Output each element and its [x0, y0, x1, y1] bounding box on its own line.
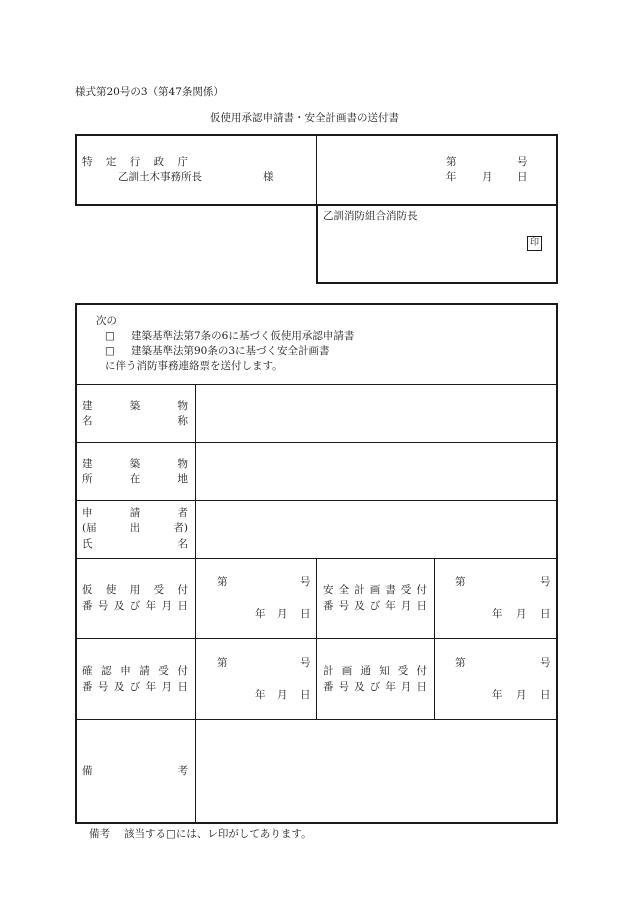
intro-option-1: 建築基準法第7条の6に基づく仮使用承認申請書: [131, 330, 355, 342]
safety-plan-label-2: 番 号 及 び 年 月 日: [323, 600, 427, 612]
addressee-honorific: 様: [263, 171, 274, 183]
plan-notice-nen: 年: [492, 689, 503, 701]
footer-note-label: 備考: [89, 828, 110, 840]
row-line-2: [75, 442, 558, 443]
applicant-label-1: 申 請 者: [82, 507, 188, 519]
footer-note-text: 該当する□には、レ印がしてあります。: [124, 828, 312, 840]
row-line-3: [75, 500, 558, 501]
confirmation-label-1: 確 認 申 請 受 付: [82, 665, 188, 677]
confirmation-nen: 年: [255, 689, 266, 701]
plan-notice-label-2: 番 号 及 び 年 月 日: [323, 681, 427, 693]
safety-plan-label-1: 安 全 計 画 書 受 付: [323, 584, 427, 596]
plan-notice-hi: 日: [540, 689, 551, 701]
mid-divider-a: [316, 558, 317, 719]
provisional-use-label-2: 番 号 及 び 年 月 日: [82, 600, 188, 612]
plan-notice-tsuki: 月: [516, 689, 527, 701]
applicant-label-2: (届 出 者): [82, 522, 188, 534]
provisional-use-hi: 日: [300, 608, 311, 620]
intro-checkbox-2[interactable]: □: [105, 345, 115, 357]
provisional-use-dai: 第: [217, 576, 228, 588]
provisional-use-go: 号: [300, 576, 311, 588]
seal-stamp: 印: [527, 236, 542, 251]
label-column-divider: [195, 384, 196, 824]
confirmation-tsuki: 月: [277, 689, 288, 701]
confirmation-hi: 日: [300, 689, 311, 701]
date-tsuki: 月: [482, 171, 493, 183]
date-nen: 年: [446, 171, 457, 183]
safety-plan-go: 号: [540, 576, 551, 588]
intro-line1: 次の: [96, 315, 117, 327]
applicant-label-3: 氏 名: [82, 538, 188, 550]
sender-name: 乙訓消防組合消防長: [323, 210, 418, 222]
number-go: 号: [517, 156, 528, 168]
building-name-label-1: 建 築 物: [82, 400, 188, 412]
plan-notice-go: 号: [540, 657, 551, 669]
intro-checkbox-1[interactable]: □: [105, 330, 115, 342]
safety-plan-nen: 年: [492, 608, 503, 620]
safety-plan-dai: 第: [455, 576, 466, 588]
safety-plan-tsuki: 月: [516, 608, 527, 620]
form-reference: 様式第20号の3（第47条関係）: [75, 86, 224, 98]
provisional-use-label-1: 仮 使 用 受 付: [82, 584, 188, 596]
remarks-label: 備 考: [82, 765, 188, 777]
building-location-label-2: 所 在 地: [82, 473, 188, 485]
plan-notice-label-1: 計 画 通 知 受 付: [323, 665, 427, 677]
confirmation-dai: 第: [217, 657, 228, 669]
provisional-use-tsuki: 月: [277, 608, 288, 620]
intro-line4: に伴う消防事務連絡票を送付します。: [105, 360, 283, 372]
provisional-use-nen: 年: [255, 608, 266, 620]
intro-option-2: 建築基準法第90条の3に基づく安全計画書: [131, 345, 330, 357]
row-line-1: [75, 384, 558, 385]
confirmation-label-2: 番 号 及 び 年 月 日: [82, 681, 188, 693]
mid-divider-b: [434, 558, 435, 719]
date-hi: 日: [517, 171, 528, 183]
row-line-6: [75, 719, 558, 720]
confirmation-go: 号: [300, 657, 311, 669]
addressee-name: 乙訓土木事務所長: [118, 171, 202, 183]
plan-notice-dai: 第: [455, 657, 466, 669]
building-name-label-2: 名 称: [82, 415, 188, 427]
addressee-agency: 特 定 行 政 庁: [82, 156, 188, 168]
building-location-label-1: 建 築 物: [82, 458, 188, 470]
safety-plan-hi: 日: [540, 608, 551, 620]
document-title: 仮使用承認申請書・安全計画書の送付書: [210, 112, 399, 124]
number-dai: 第: [446, 156, 457, 168]
